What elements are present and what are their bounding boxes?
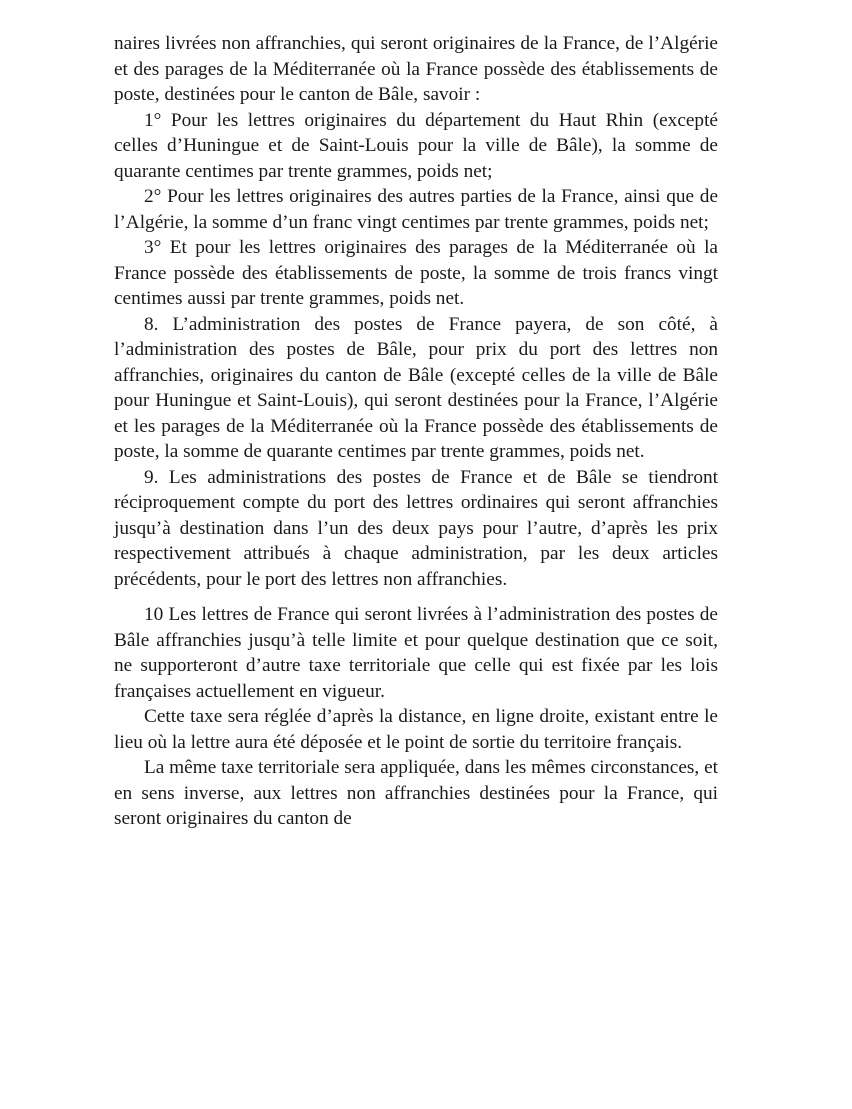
- paragraph-item-1: 1° Pour les lettres originaires du département du Haut Rhin (excepté celles d’Huningue et de Saint-Louis pour la ville de Bâle), la somme de quarante centimes par trente grammes, poids net;: [114, 109, 718, 182]
- paragraph-article-10: 10 Les lettres de France qui seront livrées à l’administration des postes de Bâle affranchies jusqu’à telle limite et pour quelque destination que ce soit, ne supporteront d’autre taxe territoriale que celle qui est fixée par les lois françaises actuellement en vigueur.: [114, 604, 718, 702]
- paragraph-item-3: 3° Et pour les lettres originaires des parages de la Méditerranée où la France possède des établissements de poste, la somme de trois francs vingt centimes aussi par trente grammes, poids net.: [114, 237, 718, 309]
- paragraph-article-9: 9. Les administrations des postes de France et de Bâle se tiendront réciproquement compte du port des lettres ordinaires qui seront affranchies jusqu’à destination dans l’un des deux pays pour l’autre, d’après les prix respectivement attribués à chaque administration, par les deux articles précédents, pour le port des lettres non affranchies.: [114, 466, 718, 590]
- paragraph-item-2: 2° Pour les lettres originaires des autres parties de la France, ainsi que de l’Algérie, la somme d’un franc vingt centimes par trente grammes, poids net;: [114, 186, 718, 233]
- paragraph-article-8: 8. L’administration des postes de France payera, de son côté, à l’administration des postes de Bâle, pour prix du port des lettres non affranchies, originaires du canton de Bâle (excepté celles de la ville de Bâle pour Huningue et Saint-Louis), qui seront destinées pour la France, l’Algérie et les parages de la Méditerranée où la France possède des établissements de poste, la somme de quarante centimes par trente grammes, poids net.: [114, 313, 718, 462]
- paragraph-continuation: naires livrées non affranchies, qui seront originaires de la France, de l’Algérie et des parages de la Méditerranée où la France possède des établissements de poste, destinées pour le canton de Bâle, savoir :: [114, 33, 718, 105]
- paragraph-tax-reverse: La même taxe territoriale sera appliquée, dans les mêmes circonstances, et en sens inverse, aux lettres non affranchies destinées pour la France, qui seront originaires du canton de: [114, 757, 718, 829]
- page-text: [114, 31, 718, 832]
- paragraph-tax-distance: Cette taxe sera réglée d’après la distance, en ligne droite, existant entre le lieu où la lettre aura été déposée et le point de sortie du territoire français.: [114, 706, 718, 753]
